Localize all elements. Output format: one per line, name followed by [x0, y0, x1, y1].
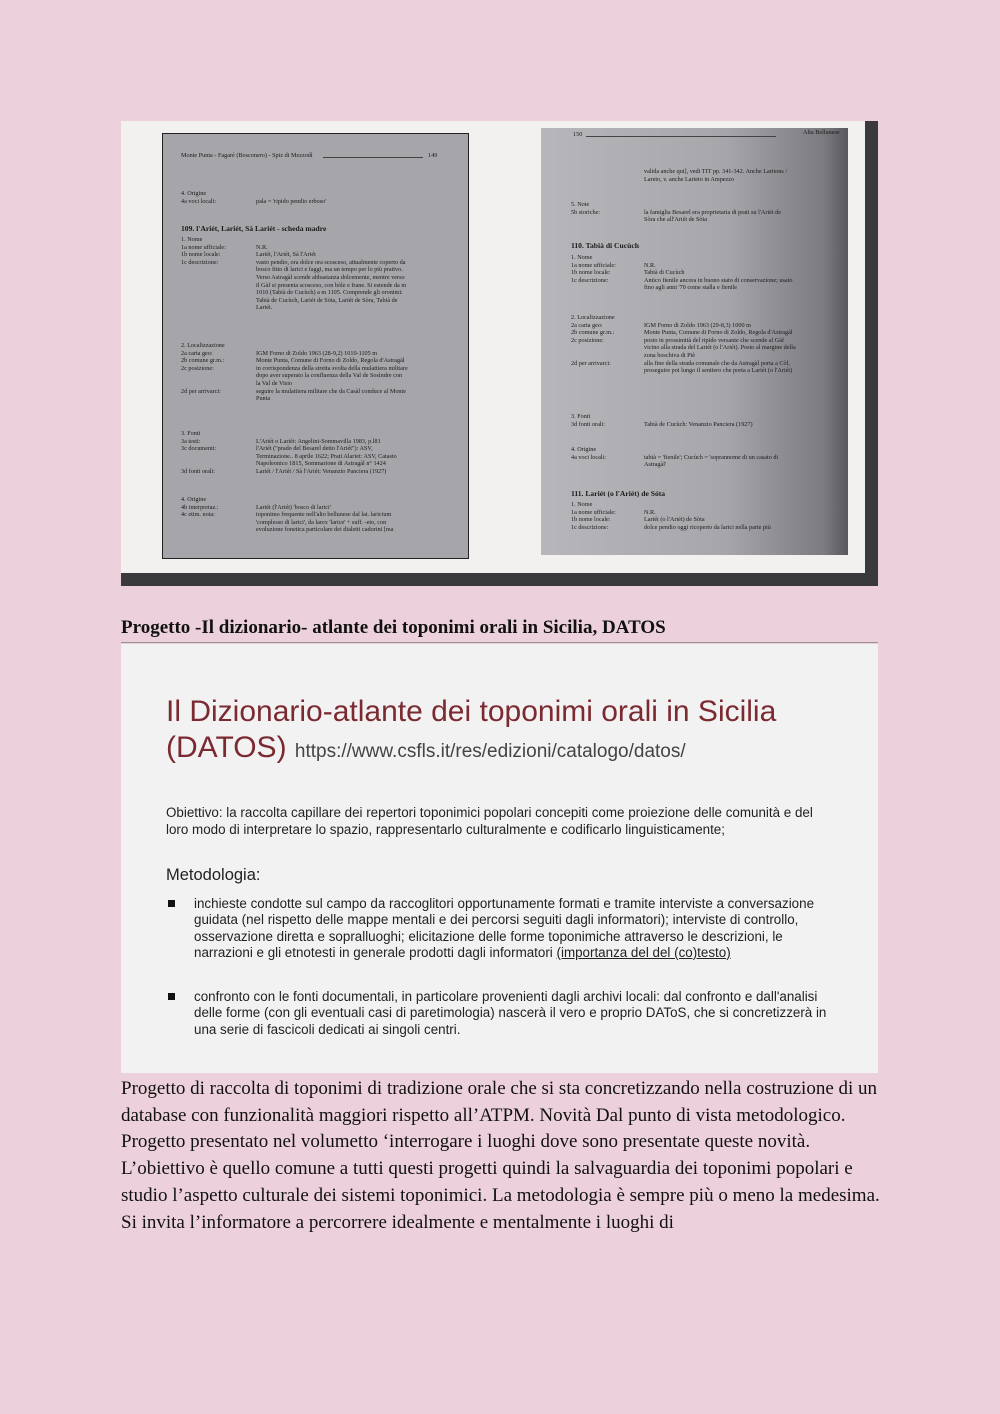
scan-field-value: il Gàf si presenta scosceso, con bòle e frane. Si estende da m [256, 281, 407, 289]
right-page-header: Alta Bellunese [803, 129, 840, 136]
scan-field-value: bosco fitto di larici e faggi, ma un tempo per lo più prativo. [256, 266, 403, 274]
scan-field-value: posto in prossimità del ripido versante che scende al Gàf [644, 336, 785, 344]
scan-field-value: IGM Forno di Zoldo 1963 (29-8,3) 1000 m [644, 321, 751, 329]
scan-field-value: L'Ariét o Lariét: Angelini-Sommavilla 1983, p.l81 [256, 437, 381, 445]
scan-field-value: N.R. [644, 261, 656, 269]
scan-field-value: valida anche qui], vedi TIT pp. 341-342. Anche Laritons / [644, 168, 788, 175]
scan-field-value: Lariét. [256, 304, 273, 312]
scan-field-value: 1010 (Tabià de Cucùch) a m 1105. Comprende gli oronimi: [256, 289, 403, 297]
scan-field-value: Antico fienile ancora in buono stato di conservazione; usato [644, 276, 793, 284]
scan-field-key: 4. Origine [181, 496, 207, 503]
scan-field-value: toponimo frequente nell'alto bellunese dal lat. laricium [256, 511, 392, 519]
scan-left-page [162, 133, 469, 559]
section-title: Progetto -Il dizionario- atlante dei toponimi orali in Sicilia, DATOS [121, 617, 666, 638]
scan-field-key: 1a nome ufficiale: [571, 508, 616, 516]
scan-field-key: 4. Origine [571, 446, 597, 453]
scan-field-value: Monte Punta, Comune di Forno di Zoldo, Regola d'Astragàl [644, 329, 793, 337]
bullet-square-icon [168, 993, 175, 1000]
scan-field-value: Lariét (o l'Ariét) de Sòta [644, 516, 705, 524]
scan-field-key: 4. Origine [181, 190, 207, 197]
bullet-square-icon [168, 900, 175, 907]
scan-field-key: 2d per arrivarci: [571, 359, 611, 367]
slide-bullet-1-underlined: (importanza del del (co)testo) [556, 944, 731, 960]
body-paragraph-2: L’obiettivo è quello comune a tutti questi progetti quindi la salvaguardia dei toponimi popolari e studio l’aspetto culturale dei sistemi toponimici. La metodologia è sempre più o meno la medesima. Si invita l’informatore a percorrere idealmente e mentalmente i luoghi di [121, 1158, 880, 1233]
scan-field-value: in corrispondenza della stretta svolta della mulattiera militare [256, 364, 408, 372]
slide-bullet-1 [166, 896, 836, 961]
slide-url: https://www.csfls.it/res/edizioni/catalogo/datos/ [294, 741, 686, 762]
scan-field-value: alla fine della strada comunale che da Astragàl porta a Còl, [644, 359, 790, 367]
scan-right-page [541, 128, 848, 555]
scan-field-value: la famiglia Besarel era proprietaria di prati su l'Ariét de [644, 208, 782, 216]
scan-field-value: Tabià de Cucùch: Venanzio Panciera (1927) [644, 420, 753, 428]
scan-field-value: la Val de Visio [256, 380, 293, 387]
scan-field-value: tabià = 'fienile'; Cucùch = 'soprannome di un casato di [644, 453, 779, 461]
scan-field-value: Verso Astragàl scende abbastanza dolcemente, mentre verso [256, 274, 405, 281]
scan-field-key: 1. Nome [571, 254, 593, 261]
scan-field-key: 3d fonti orali: [181, 468, 216, 475]
left-page-number: 149 [428, 152, 438, 159]
scan-field-value: Astragàl' [644, 461, 667, 469]
scan-field-key: 5b storiche: [571, 208, 601, 216]
right-entry2-title: 111. Lariét (o l'Ariét) de Sóta [571, 489, 666, 498]
slide-objective: Obiettivo: la raccolta capillare dei repertori toponimici popolari concepiti come proiezione delle comunità e del loro modo di interpretare lo spazio, rappresentarlo culturalmente e codificarlo linguisticamente; [166, 805, 813, 837]
photo-bottom-shadow [121, 573, 878, 586]
scan-field-value: Lareto, v. anche Larieto in Ampezzo [644, 175, 735, 183]
scan-field-value: vasto pendio, ora dolce ora scosceso, attualmente coperto da [256, 258, 406, 266]
scan-field-value: Monte Punta, Comune di Forno di Zoldo, Regola d'Astragàl [256, 357, 405, 365]
scan-field-value: proseguire poi lungo il sentiero che porta a Lariét (o l'Ariét) [644, 367, 793, 375]
scan-field-key: 1a nome ufficiale: [571, 261, 616, 269]
scan-field-key: 2c posizione: [571, 336, 604, 344]
slide-bullet-1-text: inchieste condotte sul campo da raccoglitori opportunamente formati e tramite interviste a conversazione guidata (nel rispetto delle mappe mentali e dei percorsi seguiti dagli informatori); interviste di controllo, osservazione diretta e sopralluoghi; elicitazione delle forme toponimiche attraverso le descrizioni, le narrazioni e gli etnotesti in generale prodotti dagli informatori [194, 896, 815, 960]
book-scan-photo [121, 121, 878, 586]
scan-field-key: 1b nome locale: [571, 269, 611, 277]
body-text [121, 1076, 881, 1236]
scan-field-key: 3c documenti: [181, 445, 217, 453]
scan-field-key: 3d fonti orali: [571, 420, 606, 428]
section-divider [121, 642, 878, 643]
scan-field-value: Terminazione.. 8 aprile 1622; Prati Alariet: ASV, Catasto [256, 452, 397, 460]
scan-field-value: Tabià di Cucùch [644, 269, 685, 277]
scan-field-value: fino agli anni '70 come stalla e fienile [644, 284, 738, 292]
scan-field-value: dolce pendio oggi ricoperto da larici nella parte più [644, 523, 771, 531]
scan-field-value: Punta [256, 395, 271, 403]
scan-field-value: pala = 'ripido pendio erboso' [256, 197, 327, 205]
scan-field-value: vicino alla strada del Lariét (o l'Ariét). Posto al margine della [644, 344, 796, 352]
scan-field-key: 1c descrizione: [181, 258, 219, 266]
scan-field-key: 2a carta geo: [181, 349, 213, 357]
scan-field-key: 2d per arrivarci: [181, 387, 221, 395]
scan-field-value: IGM Forno di Zoldo 1963 (28-9,2) 1010-1105 m [256, 349, 378, 357]
slide-bullet-2 [166, 989, 836, 1038]
scan-field-key: 4b interpretaz.: [181, 503, 219, 511]
slide-title [166, 694, 856, 770]
scan-field-key: 3a testi: [181, 437, 201, 445]
scan-field-key: 2b comune gr.m.: [181, 357, 225, 365]
scan-field-key: 4a voci locali: [571, 453, 607, 461]
slide-method-label: Metodologia: [166, 866, 261, 884]
slide-title-text: Il Dizionario-atlante dei toponimi orali in Sicilia (DATOS) [166, 695, 777, 764]
scan-field-key: 1a nome ufficiale: [181, 243, 226, 251]
scan-field-key: 4a voci locali: [181, 197, 217, 205]
scan-field-key: 3. Fonti [181, 430, 201, 437]
scan-field-value: N.R. [644, 508, 656, 516]
slide-bullet-2-text: confronto con le fonti documentali, in particolare provenienti dagli archivi locali: dal confronto e dall'analisi delle forme (con gli eventuali casi di paretimologia) nascerà il vero e proprio DAToS, che si concretizzerà in una serie di fascicoli dedicati ai singoli centri. [194, 989, 827, 1037]
photo-right-shadow [865, 121, 878, 586]
scan-field-key: 5. Note [571, 201, 590, 208]
scan-field-key: 1c descrizione: [571, 523, 609, 531]
scan-field-value: Tabià de Cucùch, Lariét de Sòta, Lariét de Sòra, Tabià de [256, 296, 398, 304]
scan-field-key: 2. Localizzazione [571, 314, 615, 321]
scan-field-value: Sòra che all'Ariét de Sòta [644, 216, 707, 224]
scan-field-value: Lariét, l'Ariét, Sà l'Ariét [256, 251, 316, 259]
scan-field-value: l'Ariét ("prado del Besarel detto l'Ariét"): ASV, [256, 445, 373, 453]
scan-field-key: 2b comune gr.m.: [571, 329, 615, 337]
scan-field-key: 2a carta geo: [571, 321, 603, 329]
scan-field-key: 3. Fonti [571, 413, 591, 420]
scan-field-value: Lariét / l'Ariét / Sà l'Ariét: Venanzio Panciera (1927) [256, 468, 387, 475]
body-paragraph-1: Progetto di raccolta di toponimi di tradizione orale che si sta concretizzando nella costruzione di un database con funzionalità maggiori rispetto all’ATPM. Novità Dal punto di vista metodologico. Progetto presentato nel volumetto ‘interrogare i luoghi dove sono presentate queste novità. [121, 1078, 878, 1153]
left-entry-title: 109. l'Ariét, Lariét, Sà Lariét - scheda madre [181, 224, 327, 233]
scan-field-key: 2c posizione: [181, 364, 214, 372]
scan-field-value: Napoleonico 1815, Sommarione di Astragàl n° 1424 [256, 460, 386, 468]
right-page-number: 150 [573, 131, 583, 138]
scan-field-key: 1. Nome [181, 236, 203, 243]
scan-field-key: 1b nome locale: [571, 516, 611, 524]
scan-field-value: dopo aver superato la confluenza della Val de Sosìndre con [256, 372, 403, 380]
scan-field-value: seguire la mulattiera militare che da Casàl conduce al Monte [256, 387, 406, 395]
scan-field-value: zona boschiva di Piè [644, 352, 696, 359]
scan-field-value: evoluzione fonetica particolare dei dialetti cadorini [ma [256, 526, 394, 534]
scan-field-value: 'complesso di larici', da larex 'larice' + suff. -eto, con [256, 518, 387, 526]
left-page-header: Monte Punta - Fagaré (Bosconero) - Spiz di Mezzodì [181, 152, 313, 159]
scan-field-key: 1c descrizione: [571, 276, 609, 284]
scan-field-value: N.R. [256, 243, 268, 251]
datos-slide [121, 644, 878, 1073]
right-entry1-title: 110. Tabià di Cucùch [571, 241, 639, 250]
scan-field-key: 2. Localizzazione [181, 342, 225, 349]
scan-field-key: 4c etim. nota: [181, 511, 215, 519]
scan-field-key: 1. Nome [571, 501, 593, 508]
scan-field-key: 1b nome locale: [181, 251, 221, 259]
scan-field-value: Lariét (l'Ariét) 'bosco di larici' [256, 503, 331, 511]
